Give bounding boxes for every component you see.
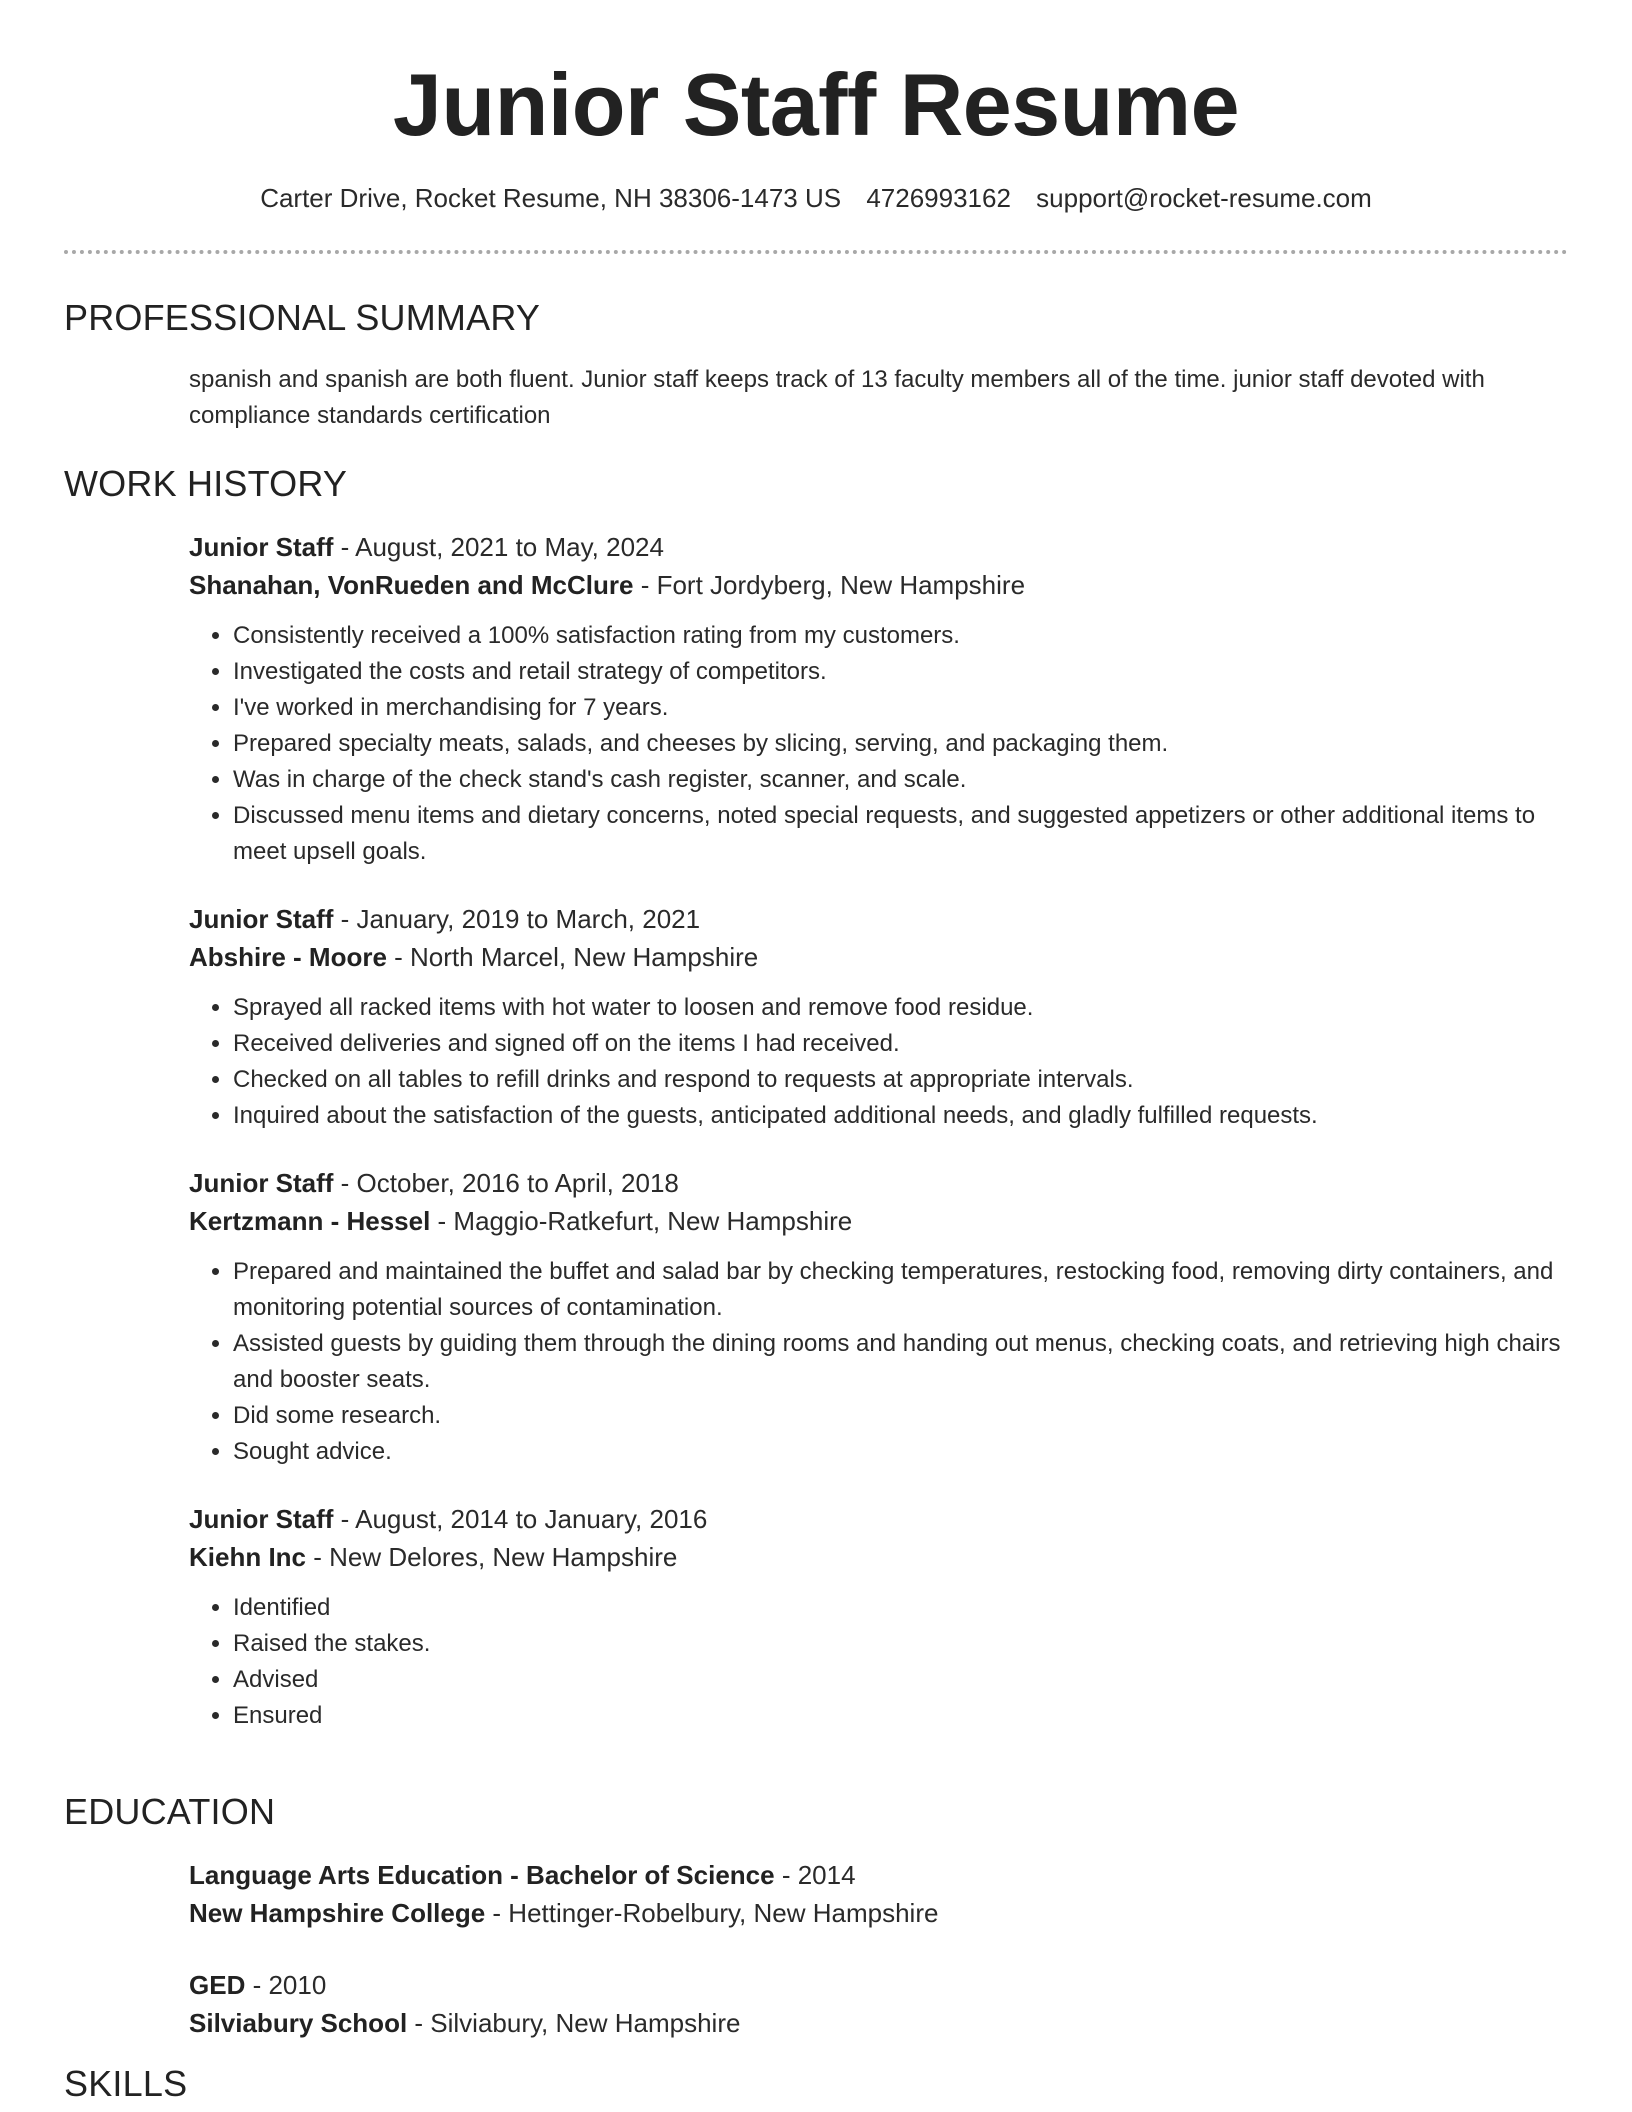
job-dates: - August, 2014 to January, 2016 bbox=[333, 1504, 708, 1534]
education-entry bbox=[189, 1966, 1569, 2042]
job-entry bbox=[189, 528, 1569, 870]
job-bullet: • Inquired about the satisfaction of the guests, anticipated additional needs, and gladly fulfilled requests. bbox=[233, 1098, 1569, 1134]
contact-line bbox=[0, 180, 1632, 216]
work-history-section bbox=[189, 528, 1569, 1764]
job-bullet: • Prepared specialty meats, salads, and cheeses by slicing, serving, and packaging them. bbox=[233, 726, 1569, 762]
education-school-line bbox=[189, 2004, 1569, 2042]
education-section bbox=[189, 1856, 1569, 2076]
job-bullet: • Checked on all tables to refill drinks and respond to requests at appropriate intervals. bbox=[233, 1062, 1569, 1098]
job-role: Junior Staff bbox=[189, 532, 334, 562]
job-location: - Maggio-Ratkefurt, New Hampshire bbox=[430, 1206, 853, 1236]
education-heading: EDUCATION bbox=[64, 1791, 276, 1832]
job-title-line bbox=[189, 1500, 1569, 1538]
education-degree: Language Arts Education - Bachelor of Science bbox=[189, 1860, 775, 1890]
work-history-heading: WORK HISTORY bbox=[64, 463, 348, 504]
education-school-line bbox=[189, 1894, 1569, 1932]
job-company-line bbox=[189, 938, 1569, 976]
job-bullet: • I've worked in merchandising for 7 years. bbox=[233, 690, 1569, 726]
job-company: Abshire - Moore bbox=[189, 942, 387, 972]
job-dates: - January, 2019 to March, 2021 bbox=[333, 904, 701, 934]
job-role: Junior Staff bbox=[189, 1168, 334, 1198]
job-dates: - October, 2016 to April, 2018 bbox=[333, 1168, 679, 1198]
job-title-line bbox=[189, 528, 1569, 566]
job-bullets bbox=[189, 1254, 1569, 1470]
job-bullet: • Did some research. bbox=[233, 1398, 1569, 1434]
job-bullet: • Identified bbox=[233, 1590, 1569, 1626]
job-company-line bbox=[189, 566, 1569, 604]
job-bullet: • Discussed menu items and dietary concerns, noted special requests, and suggested appetizers or other additional items to meet upsell goals. bbox=[233, 798, 1569, 870]
skills-heading: SKILLS bbox=[64, 2063, 188, 2104]
job-bullet: • Investigated the costs and retail strategy of competitors. bbox=[233, 654, 1569, 690]
job-dates: - August, 2021 to May, 2024 bbox=[333, 532, 664, 562]
job-entry bbox=[189, 1500, 1569, 1734]
job-bullet: • Assisted guests by guiding them through the dining rooms and handing out menus, checking coats, and retrieving high chairs and booster seats. bbox=[233, 1326, 1569, 1398]
education-school: New Hampshire College bbox=[189, 1898, 486, 1928]
job-bullet: • Sought advice. bbox=[233, 1434, 1569, 1470]
job-company: Kiehn Inc bbox=[189, 1542, 307, 1572]
job-title-line bbox=[189, 900, 1569, 938]
job-company-line bbox=[189, 1538, 1569, 1576]
education-year: - 2014 bbox=[774, 1860, 856, 1890]
resume-title: Junior Staff Resume bbox=[392, 55, 1240, 154]
education-degree-line bbox=[189, 1856, 1569, 1894]
job-bullet: • Prepared and maintained the buffet and salad bar by checking temperatures, restocking food, removing dirty containers, and monitoring potential sources of contamination. bbox=[233, 1254, 1569, 1326]
job-location: - Fort Jordyberg, New Hampshire bbox=[633, 570, 1026, 600]
job-company-line bbox=[189, 1202, 1569, 1240]
education-degree-line bbox=[189, 1966, 1569, 2004]
education-degree: GED bbox=[189, 1970, 246, 2000]
job-bullet: • Sprayed all racked items with hot water to loosen and remove food residue. bbox=[233, 990, 1569, 1026]
job-role: Junior Staff bbox=[189, 1504, 334, 1534]
summary-text: spanish and spanish are both fluent. Junior staff keeps track of 13 faculty members all of the time. junior staff devoted with compliance standards certification bbox=[189, 366, 1485, 429]
job-company: Kertzmann - Hessel bbox=[189, 1206, 431, 1236]
job-bullet: • Was in charge of the check stand's cash register, scanner, and scale. bbox=[233, 762, 1569, 798]
job-company: Shanahan, VonRueden and McClure bbox=[189, 570, 634, 600]
job-bullet: • Received deliveries and signed off on the items I had received. bbox=[233, 1026, 1569, 1062]
header-divider bbox=[64, 250, 1568, 254]
contact-address: Carter Drive, Rocket Resume, NH 38306-1473 US bbox=[260, 183, 842, 213]
job-entry bbox=[189, 900, 1569, 1134]
education-location: - Hettinger-Robelbury, New Hampshire bbox=[485, 1898, 939, 1928]
job-bullet: • Ensured bbox=[233, 1698, 1569, 1734]
summary-heading: PROFESSIONAL SUMMARY bbox=[64, 297, 541, 338]
job-title-line bbox=[189, 1164, 1569, 1202]
education-school: Silviabury School bbox=[189, 2008, 408, 2038]
job-location: - North Marcel, New Hampshire bbox=[386, 942, 759, 972]
job-role: Junior Staff bbox=[189, 904, 334, 934]
job-entry bbox=[189, 1164, 1569, 1470]
job-bullet: • Advised bbox=[233, 1662, 1569, 1698]
education-location: - Silviabury, New Hampshire bbox=[407, 2008, 741, 2038]
summary-section bbox=[189, 362, 1569, 434]
education-entry bbox=[189, 1856, 1569, 1932]
job-bullets bbox=[189, 1590, 1569, 1734]
education-year: - 2010 bbox=[245, 1970, 327, 2000]
job-bullet: • Raised the stakes. bbox=[233, 1626, 1569, 1662]
contact-email: support@rocket-resume.com bbox=[1036, 183, 1372, 213]
job-bullet: • Consistently received a 100% satisfaction rating from my customers. bbox=[233, 618, 1569, 654]
contact-phone: 4726993162 bbox=[866, 183, 1011, 213]
job-bullets bbox=[189, 618, 1569, 870]
job-bullets bbox=[189, 990, 1569, 1134]
job-location: - New Delores, New Hampshire bbox=[306, 1542, 678, 1572]
